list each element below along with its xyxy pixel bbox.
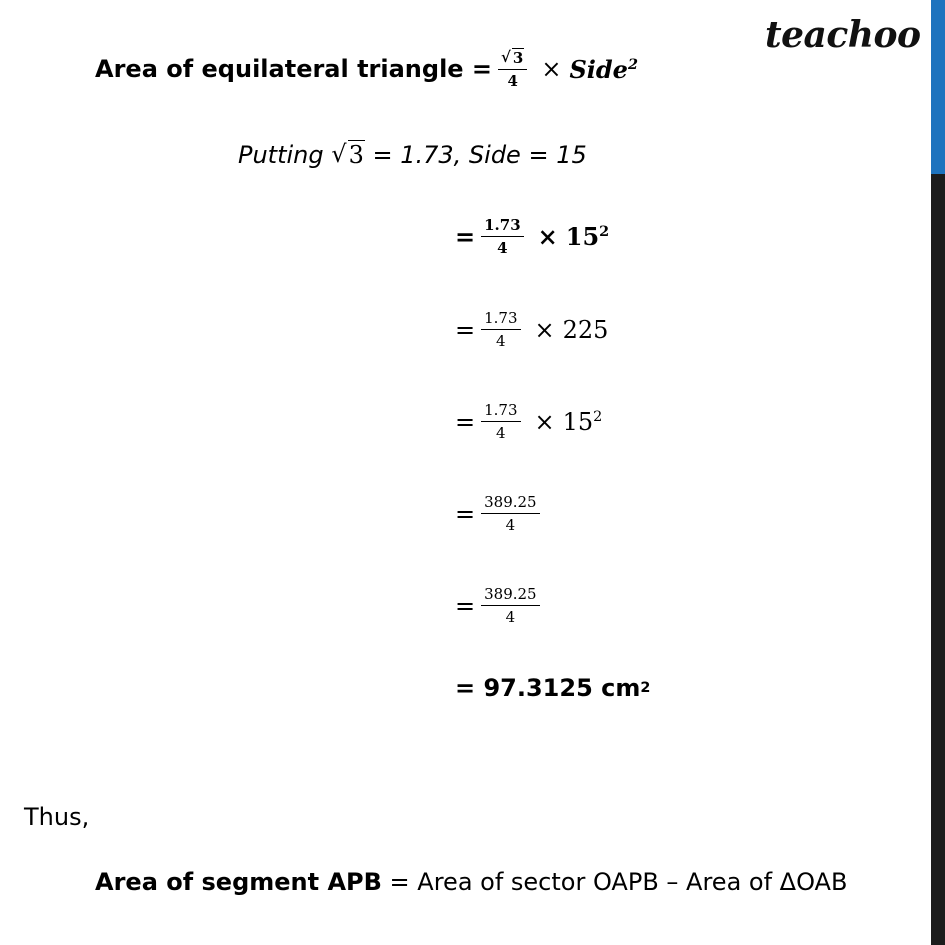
result-line: = 97.3125 cm 2 bbox=[455, 674, 651, 702]
sqrt3-over-4-fraction: √ 3 4 bbox=[498, 48, 527, 90]
thus-label: Thus, bbox=[24, 803, 90, 831]
step-3: = $\frac{1.73}{4}$ × $15^2$ bbox=[455, 401, 603, 442]
step-2: = $\frac{1.73}{4}$ × 225 bbox=[455, 309, 609, 350]
step-5: = $\frac{389.25}{4}$ bbox=[455, 585, 546, 626]
area-formula-line bbox=[95, 48, 638, 90]
power-term: $15^2$ bbox=[565, 222, 610, 251]
fraction: $\frac{1.73}{4}$ bbox=[481, 309, 520, 350]
step-1: = $\frac{1.73}{4}$ × $15^2$ bbox=[455, 216, 610, 257]
times-sign: × bbox=[541, 55, 562, 83]
vertical-scrollbar[interactable] bbox=[931, 0, 945, 945]
step-4: = $\frac{389.25}{4}$ bbox=[455, 493, 546, 534]
sqrt3: √ 3 bbox=[331, 140, 364, 169]
side-term: Side$^2$ bbox=[569, 54, 638, 84]
power-term: $15^2$ bbox=[562, 407, 603, 436]
substitution-line: Putting √ 3 = 1.73, Side = 15 bbox=[238, 140, 587, 169]
teachoo-logo: teachoo bbox=[765, 14, 921, 56]
segment-area-label: Area of segment APB bbox=[95, 868, 382, 896]
area-formula-label: Area of equilateral triangle = bbox=[95, 55, 493, 83]
scrollbar-thumb[interactable] bbox=[931, 0, 945, 174]
segment-area-line: Area of segment APB = Area of sector OAPB – Area of ΔOAB bbox=[95, 868, 848, 896]
sqrt-symbol: √ bbox=[501, 48, 511, 66]
fraction: $\frac{1.73}{4}$ bbox=[481, 216, 524, 257]
fraction: $\frac{1.73}{4}$ bbox=[481, 401, 520, 442]
fraction: $\frac{389.25}{4}$ bbox=[481, 585, 540, 626]
fraction: $\frac{389.25}{4}$ bbox=[481, 493, 540, 534]
